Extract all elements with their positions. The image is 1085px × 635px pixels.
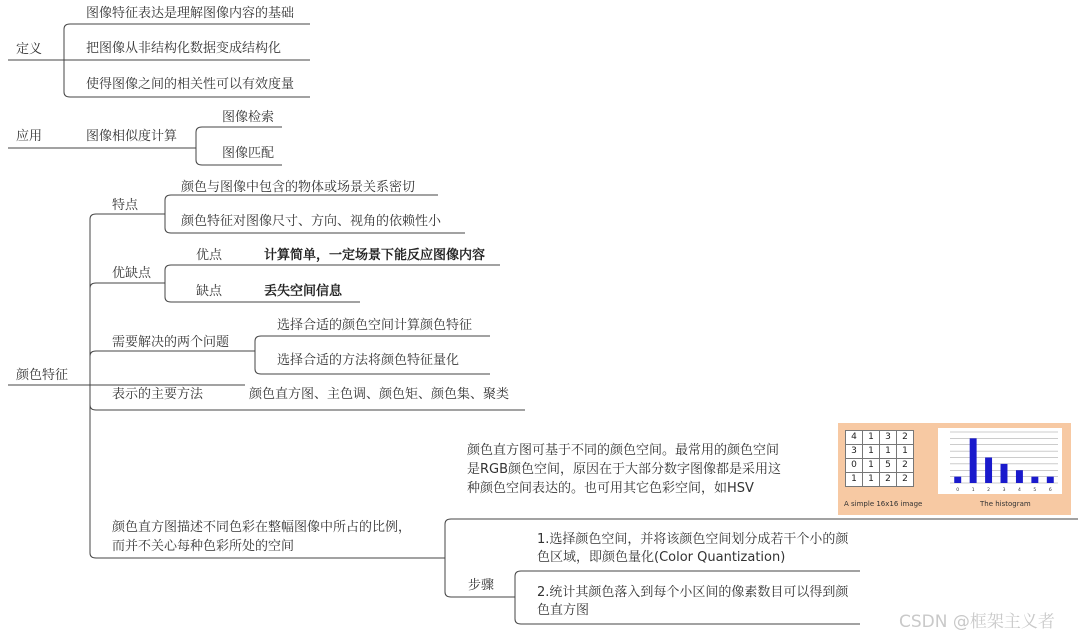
grid-cell: 1 [897, 445, 914, 459]
trait-item: 颜色与图像中包含的物体或场景关系密切 [181, 180, 416, 195]
application-item: 图像匹配 [222, 146, 275, 161]
grid-cell: 1 [863, 431, 880, 445]
problem-item: 选择合适的颜色空间计算颜色特征 [277, 318, 473, 333]
histogram-bar [1047, 477, 1054, 483]
node-pros-cons: 优缺点 [112, 266, 152, 281]
grid-cell: 2 [880, 473, 897, 487]
grid-cell: 1 [863, 445, 880, 459]
pro-label: 优点 [196, 248, 223, 263]
histogram-bar [970, 438, 977, 483]
grid-cell: 1 [863, 473, 880, 487]
histogram-bar [1001, 464, 1008, 483]
watermark: CSDN @框架主义者 [899, 612, 1055, 632]
figure-caption-left: A simple 16x16 image [844, 500, 923, 508]
color-space-note: 颜色直方图可基于不同的颜色空间。最常用的颜色空间是RGB颜色空间，原因在于大部分数字图像都是采用这种颜色空间表达的。也可用其它色彩空间，如HSV [467, 443, 782, 496]
histogram-tick-label: 1 [971, 488, 975, 493]
methods-text: 颜色直方图、主色调、颜色矩、颜色集、聚类 [249, 387, 510, 402]
histogram-description-line2: 而并不关心每种色彩所处的空间 [112, 539, 295, 554]
con-label: 缺点 [196, 284, 223, 299]
node-traits: 特点 [112, 198, 139, 213]
grid-cell: 1 [863, 459, 880, 473]
grid-cell: 2 [897, 431, 914, 445]
step-item: 2.统计其颜色落入到每个小区间的像素数目可以得到颜色直方图 [537, 585, 849, 618]
grid-cell: 2 [897, 473, 914, 487]
con-text: 丢失空间信息 [264, 284, 343, 299]
grid-cell: 5 [880, 459, 897, 473]
histogram-bar [1031, 477, 1038, 483]
definition-item: 把图像从非结构化数据变成结构化 [86, 41, 282, 56]
histogram-tick-label: 5 [1033, 488, 1037, 493]
grid-cell: 2 [897, 459, 914, 473]
histogram-example-figure [838, 423, 1071, 515]
application-item: 图像检索 [222, 110, 275, 125]
node-color-feature: 颜色特征 [16, 368, 69, 383]
trait-item: 颜色特征对图像尺寸、方向、视角的依赖性小 [181, 214, 442, 229]
histogram-description-line1: 颜色直方图描述不同色彩在整幅图像中所占的比例， [112, 520, 412, 535]
grid-cell: 1 [880, 445, 897, 459]
definition-item: 图像特征表达是理解图像内容的基础 [86, 6, 295, 21]
histogram-tick-label: 2 [987, 488, 991, 493]
grid-cell: 4 [846, 431, 863, 445]
problem-item: 选择合适的方法将颜色特征量化 [277, 353, 460, 368]
histogram-tick-label: 3 [1002, 488, 1006, 493]
figure-caption-right: The histogram [980, 500, 1031, 508]
grid-cell: 3 [846, 445, 863, 459]
pro-text: 计算简单，一定场景下能反应图像内容 [264, 248, 486, 263]
histogram-tick-label: 4 [1017, 488, 1021, 493]
node-steps: 步骤 [468, 578, 495, 593]
node-application: 应用 [16, 129, 43, 144]
histogram-bar [954, 477, 961, 483]
histogram-bar [985, 458, 992, 484]
node-problems: 需要解决的两个问题 [112, 335, 230, 350]
definition-item: 使得图像之间的相关性可以有效度量 [86, 77, 295, 92]
histogram-chart [938, 428, 1062, 494]
grid-cell: 1 [846, 473, 863, 487]
histogram-tick-label: 6 [1048, 488, 1052, 493]
histogram-tick-label: 0 [956, 488, 960, 493]
node-definition: 定义 [16, 42, 43, 57]
pixel-grid [845, 430, 914, 487]
histogram-bar [1016, 470, 1023, 483]
node-image-similarity: 图像相似度计算 [86, 129, 178, 144]
grid-cell: 0 [846, 459, 863, 473]
grid-cell: 3 [880, 431, 897, 445]
step-item: 1.选择颜色空间，并将该颜色空间划分成若干个小的颜色区域，即颜色量化(Color Quantization) [537, 532, 849, 565]
node-methods: 表示的主要方法 [112, 387, 204, 402]
